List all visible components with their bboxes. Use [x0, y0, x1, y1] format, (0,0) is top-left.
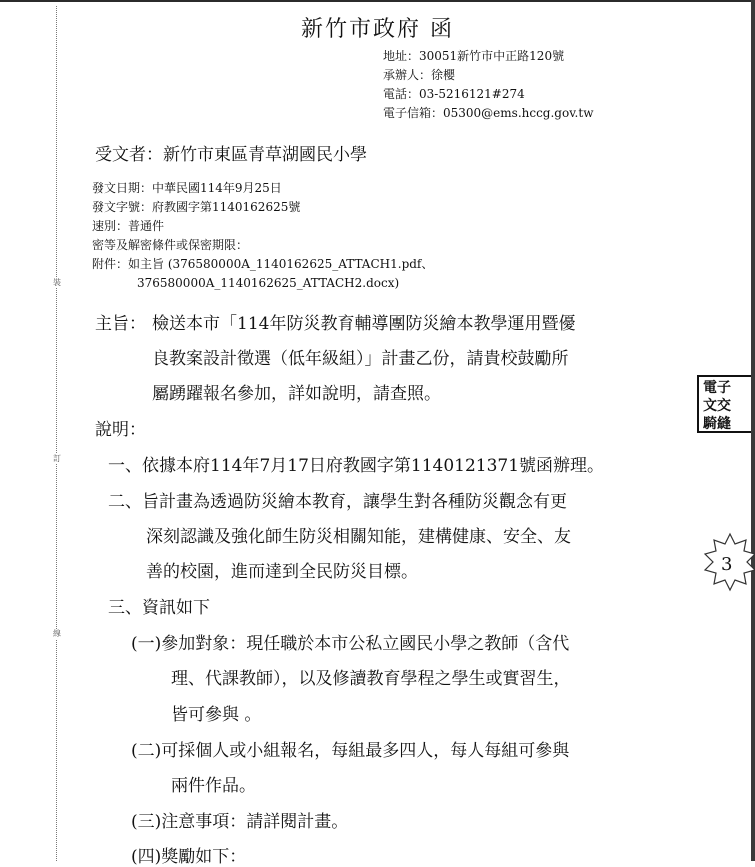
- explanation-item-2-line-3: 善的校園，進而達到全民防災目標。: [146, 562, 418, 582]
- sub-item-2-line-2: 兩件作品。: [171, 776, 256, 796]
- document-number: 發文字號：府教國字第1140162625號: [92, 200, 301, 214]
- stamp-line-3: 騎縫: [703, 416, 731, 432]
- secrecy-level: 密等及解密條件或保密期限：: [92, 238, 249, 252]
- stamp-line-2: 文交: [703, 398, 731, 414]
- sub-item-3: (三)注意事項：請詳閱計畫。: [131, 812, 349, 832]
- electronic-seam-stamp: [697, 375, 751, 433]
- issue-date: 發文日期：中華民國114年9月25日: [92, 181, 282, 195]
- sub-item-1-line-2: 理、代課教師），以及修讀教育學程之學生或實習生，: [171, 669, 571, 689]
- recipient: 受文者：新竹市東區青草湖國民小學: [95, 145, 367, 165]
- document-title: 新竹市政府 函: [301, 17, 454, 42]
- binding-line: [56, 6, 57, 861]
- subject-line-3: 屬踴躍報名參加，詳如說明，請查照。: [152, 384, 441, 404]
- page-number: 3: [721, 554, 733, 575]
- sender-handler: 承辦人：徐櫻: [383, 68, 456, 82]
- sub-item-1-line-3: 皆可參與 。: [171, 705, 262, 725]
- sender-email: 電子信箱：05300@ems.hccg.gov.tw: [383, 106, 594, 120]
- window-top-border: [0, 0, 755, 2]
- explanation-item-2-line-2: 深刻認識及強化師生防災相關知能，建構健康、安全、友: [146, 527, 571, 547]
- sub-item-4: (四)獎勵如下：: [131, 847, 247, 867]
- sender-address: 地址：30051新竹市中正路120號: [383, 49, 565, 63]
- window-right-border: [751, 0, 755, 861]
- binding-mark-zhuang: 裝: [53, 278, 61, 287]
- explanation-label: 說明：: [95, 420, 146, 440]
- subject-line-1: 檢送本市「114年防災教育輔導團防災繪本教學運用暨優: [152, 314, 576, 334]
- stamp-line-1: 電子: [703, 380, 731, 396]
- page-number-badge: [702, 532, 755, 596]
- binding-mark-ding: 訂: [53, 454, 61, 463]
- attachments-line-1: 附件：如主旨 (376580000A_1140162625_ATTACH1.pdf、: [92, 257, 434, 271]
- binding-mark-xian: 線: [53, 629, 61, 638]
- delivery-speed: 速別：普通件: [92, 219, 165, 233]
- sender-phone: 電話：03-5216121#274: [383, 87, 525, 101]
- sub-item-2-line-1: (二)可採個人或小組報名，每組最多四人，每人每組可參與: [131, 741, 570, 761]
- explanation-item-2-line-1: 二、旨計畫為透過防災繪本教育，讓學生對各種防災觀念有更: [108, 492, 567, 512]
- explanation-item-1: 一、依據本府114年7月17日府教國字第1140121371號函辦理。: [108, 456, 605, 476]
- attachments-line-2: 376580000A_1140162625_ATTACH2.docx): [137, 276, 400, 290]
- explanation-item-3: 三、資訊如下: [108, 598, 210, 618]
- subject-line-2: 良教案設計徵選（低年級組）」計畫乙份，請貴校鼓勵所: [152, 349, 569, 369]
- subject-label: 主旨：: [95, 314, 146, 334]
- sub-item-1-line-1: (一)參加對象：現任職於本市公私立國民小學之教師（含代: [131, 634, 570, 654]
